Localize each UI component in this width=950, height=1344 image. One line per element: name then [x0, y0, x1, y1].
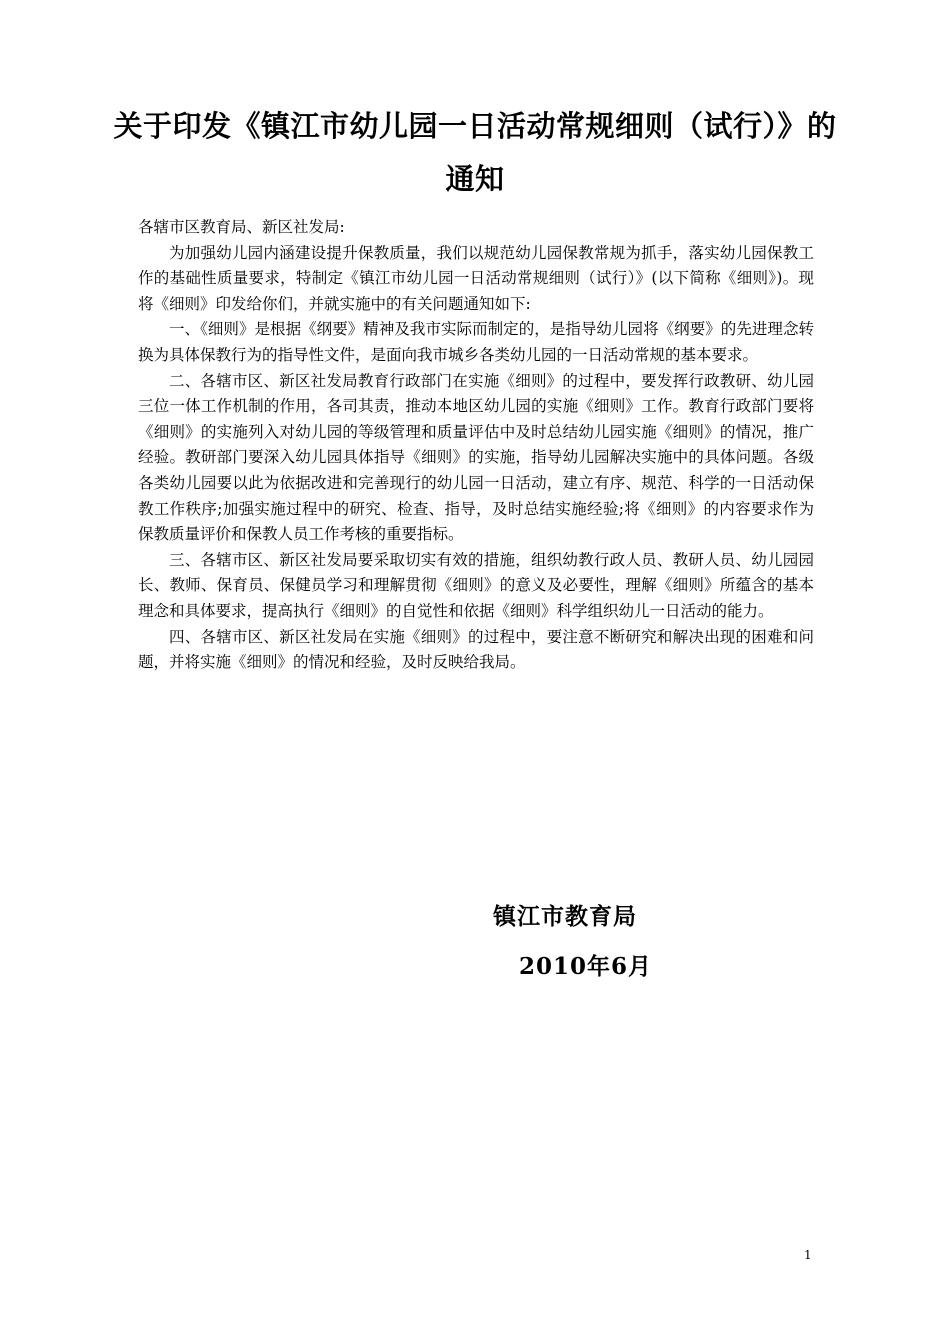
signature-date: 2010年6月	[519, 953, 653, 980]
document-title-line-1: 关于印发《镇江市幼儿园一日活动常规细则（试行）》的	[113, 109, 837, 143]
document-title-line-2: 通知	[445, 162, 505, 196]
paragraph-1: 一、《细则》是根据《纲要》精神及我市实际而制定的，是指导幼儿园将《纲要》的先进理念转换为具体保教行为的指导性文件，是面向我市城乡各类幼儿园的一日活动常规的基本要求。	[138, 320, 814, 364]
paragraph-2: 二、各辖市区、新区社发局教育行政部门在实施《细则》的过程中，要发挥行政教研、幼儿园三位一体工作机制的作用，各司其责，推动本地区幼儿园的实施《细则》工作。教育行政部门要将《细则》的实施列入对幼儿园的等级管理和质量评估中及时总结幼儿园实施《细则》的情况，推广经验。教研部门要深入幼儿园具体指导《细则》的实施，指导幼儿园解决实施中的具体问题。各级各类幼儿园要以此为依据改进和完善现行的幼儿园一日活动，建立有序、规范、科学的一日活动保教工作秩序;加强实施过程中的研究、检查、指导，及时总结实施经验;将《细则》的内容要求作为保教质量评价和保教人员工作考核的重要指标。	[138, 371, 814, 544]
paragraph-3: 三、各辖市区、新区社发局要采取切实有效的措施，组织幼教行政人员、教研人员、幼儿园园长、教师、保育员、保健员学习和理解贯彻《细则》的意义及必要性，理解《细则》所蕴含的基本理念和具体要求，提高执行《细则》的自觉性和依据《细则》科学组织幼儿一日活动的能力。	[138, 550, 814, 620]
signature-organization: 镇江市教育局	[493, 903, 637, 930]
paragraph-intro: 为加强幼儿园内涵建设提升保教质量，我们以规范幼儿园保教常规为抓手，落实幼儿园保教工作的基础性质量要求，特制定《镇江市幼儿园一日活动常规细则（试行）》(以下简称《细则》)。现将《细则》印发给你们，并就实施中的有关问题通知如下:	[138, 243, 814, 313]
paragraph-4: 四、各辖市区、新区社发局在实施《细则》的过程中，要注意不断研究和解决出现的困难和问题，并将实施《细则》的情况和经验，及时反映给我局。	[138, 627, 814, 672]
salutation: 各辖市区教育局、新区社发局:	[138, 218, 345, 236]
document-body	[138, 215, 814, 676]
page-number: 1	[804, 1248, 812, 1262]
